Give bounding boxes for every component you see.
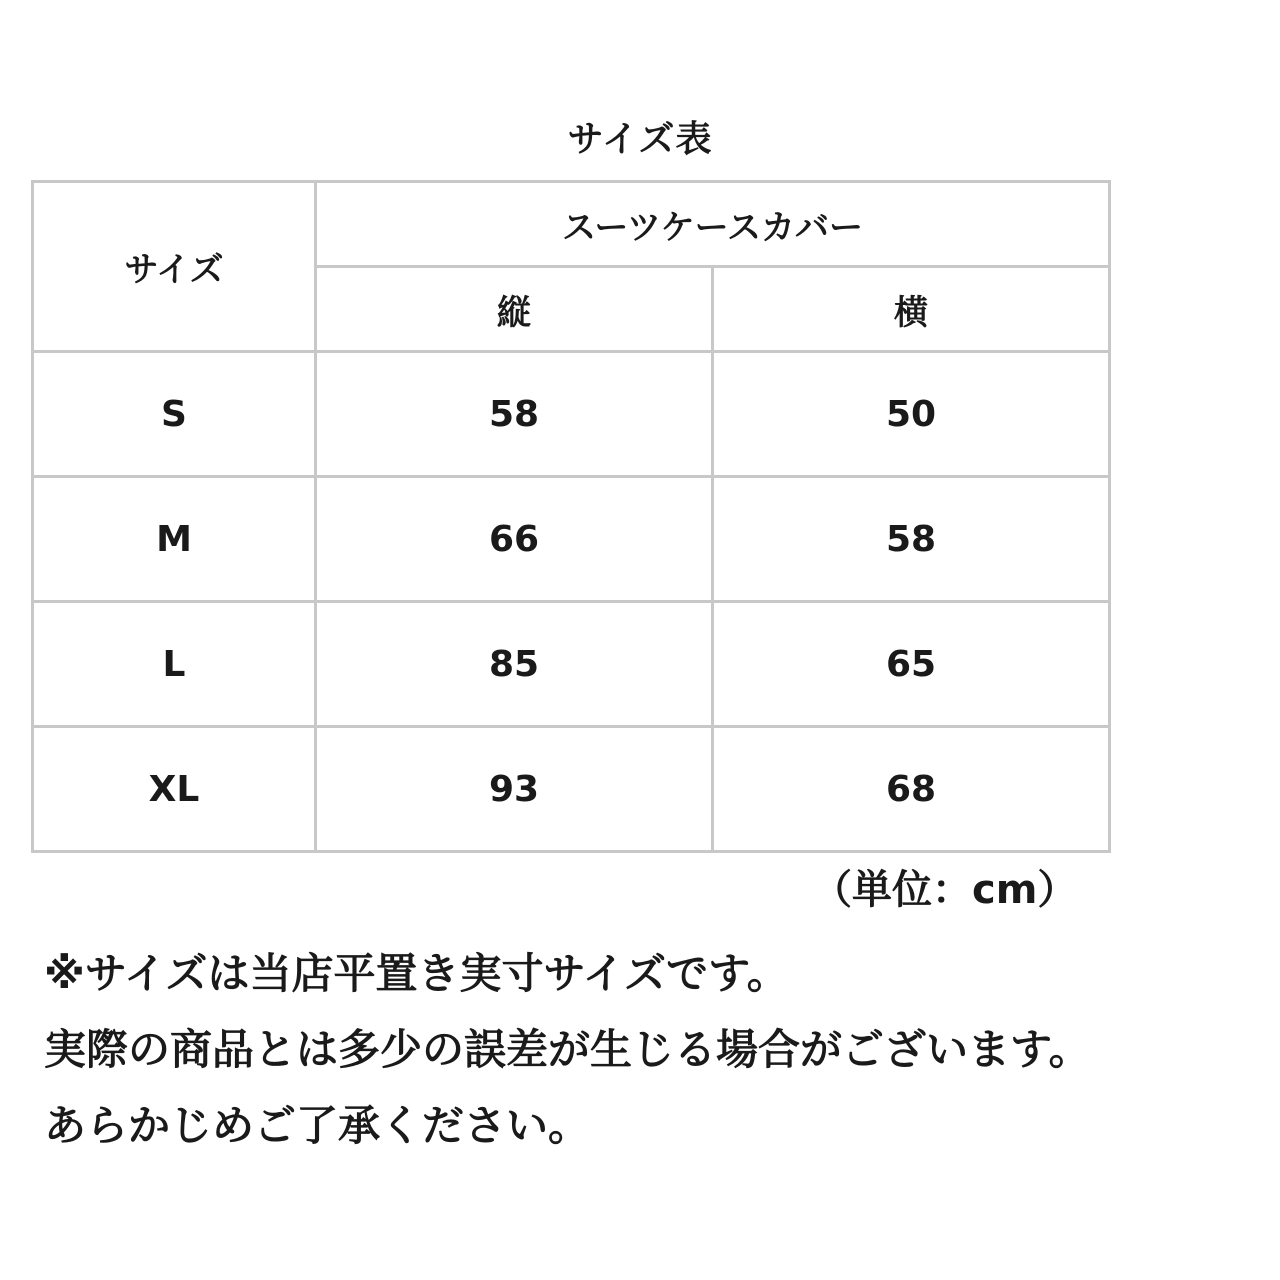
table-header-row <box>33 182 1110 267</box>
size-cell: S <box>33 352 316 477</box>
vertical-column-header: 縦 <box>316 267 713 352</box>
horizontal-cell: 50 <box>713 352 1110 477</box>
note-line: 実際の商品とは多少の誤差が生じる場合がございます。 <box>44 1025 1091 1074</box>
horizontal-cell: 65 <box>713 602 1110 727</box>
unit-note: （単位：cm） <box>812 867 1078 913</box>
page-title: サイズ表 <box>567 119 713 160</box>
table-row <box>33 602 1110 727</box>
notes-block <box>44 936 1264 1164</box>
size-cell: M <box>33 477 316 602</box>
size-column-header: サイズ <box>33 182 316 352</box>
vertical-cell: 85 <box>316 602 713 727</box>
horizontal-cell: 58 <box>713 477 1110 602</box>
vertical-cell: 66 <box>316 477 713 602</box>
table-row <box>33 352 1110 477</box>
note-line: あらかじめご了承ください。 <box>44 1101 591 1150</box>
vertical-cell: 58 <box>316 352 713 477</box>
horizontal-column-header: 横 <box>713 267 1110 352</box>
table-row <box>33 727 1110 852</box>
product-group-header: スーツケースカバー <box>316 182 1110 267</box>
horizontal-cell: 68 <box>713 727 1110 852</box>
size-cell: L <box>33 602 316 727</box>
table-row <box>33 477 1110 602</box>
size-table <box>31 180 1111 853</box>
size-cell: XL <box>33 727 316 852</box>
vertical-cell: 93 <box>316 727 713 852</box>
note-line: ※サイズは当店平置き実寸サイズです。 <box>44 949 789 998</box>
